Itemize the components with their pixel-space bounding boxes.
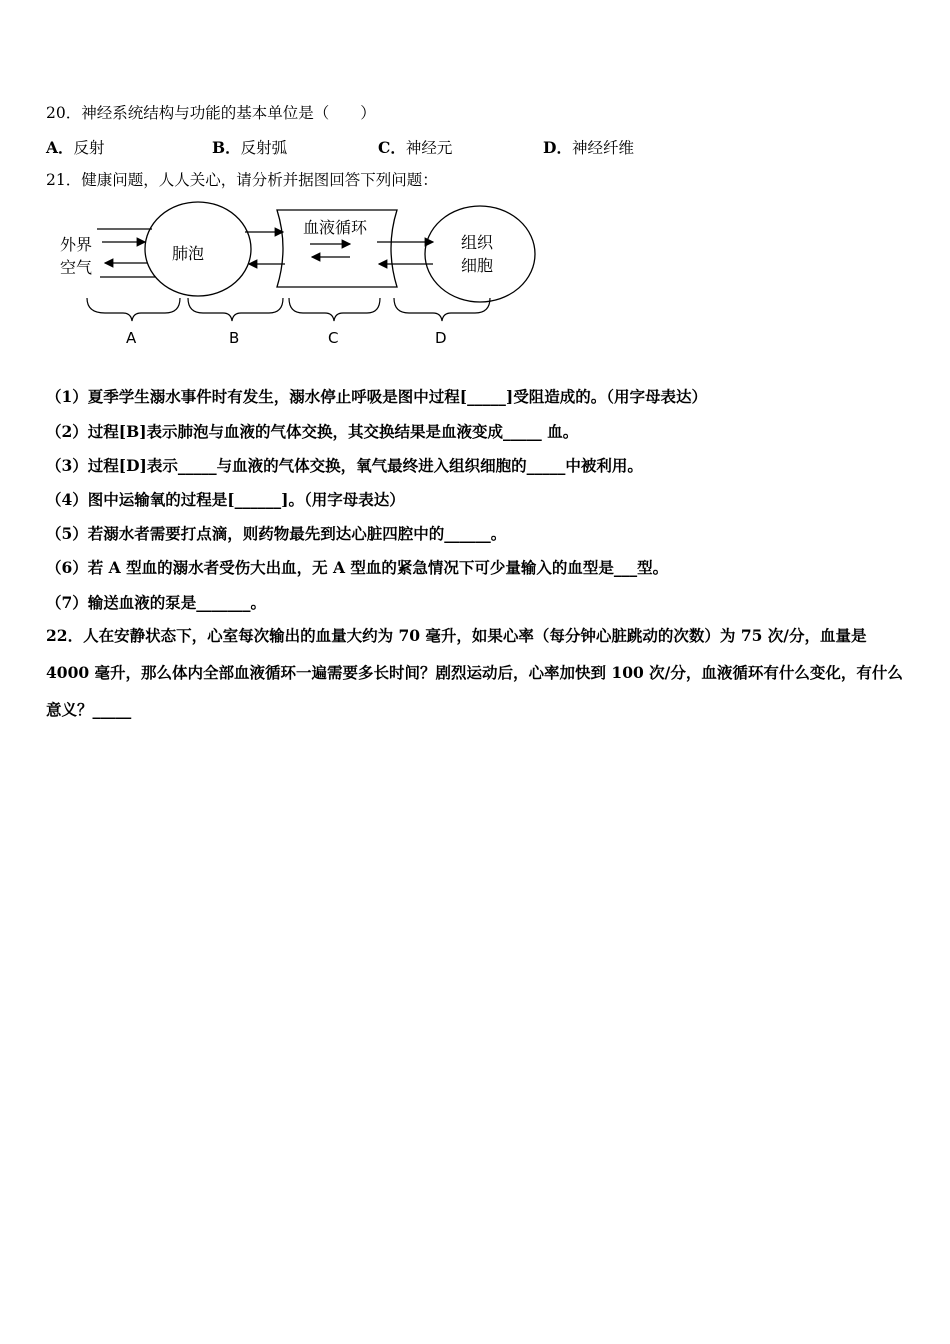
q20-option-c[interactable]: C．神经元 — [378, 138, 453, 157]
label-c: C — [328, 329, 339, 347]
respiration-circulation-diagram — [55, 195, 555, 350]
question-22-text: 22．人在安静状态下，心室每次输出的血量大约为 70 毫升，如果心率（每分钟心脏跳动的次数）为 75 次/分，血量是 4000 毫升，那么体内全部血液循环一遍需要多长时间？剧烈运动后，心率加快到 100 次/分，血液循环有什么变化，有什么意义？_____ — [46, 626, 903, 719]
alveolus-label: 肺泡 — [172, 244, 205, 263]
question-21-stem: 21．健康问题，人人关心，请分析并据图回答下列问题： — [46, 171, 438, 189]
outside-air-label-1: 外界 — [60, 235, 93, 254]
q21-part-7: （7）输送血液的泵是_______。 — [46, 593, 267, 612]
label-d: D — [435, 329, 447, 347]
q21-part-1: （1）夏季学生溺水事件时有发生，溺水停止呼吸是图中过程[_____]受阻造成的。（用字母表达） — [46, 387, 707, 406]
q20-option-d[interactable]: D．神经纤维 — [543, 138, 634, 157]
label-b: B — [229, 329, 240, 347]
label-a: A — [126, 329, 137, 347]
q20-option-b[interactable]: B．反射弧 — [212, 138, 288, 157]
tissue-cell-label-2: 细胞 — [461, 256, 494, 275]
tissue-cell-circle — [425, 206, 535, 302]
blood-circulation-label: 血液循环 — [303, 218, 368, 237]
q21-part-3: （3）过程[D]表示_____与血液的气体交换，氧气最终进入组织细胞的_____中被利用。 — [46, 456, 643, 475]
outside-air-label-2: 空气 — [60, 258, 93, 277]
q21-part-2: （2）过程[B]表示肺泡与血液的气体交换，其交换结果是血液变成_____ 血。 — [46, 422, 579, 441]
tissue-cell-label-1: 组织 — [461, 233, 494, 252]
q20-option-a[interactable]: A．反射 — [46, 138, 105, 157]
question-20-stem: 20．神经系统结构与功能的基本单位是（ ） — [46, 104, 376, 122]
brace-a — [87, 298, 180, 321]
q21-part-4: （4）图中运输氧的过程是[______]。（用字母表达） — [46, 490, 405, 509]
brace-b — [188, 298, 283, 321]
q21-part-6: （6）若 A 型血的溺水者受伤大出血，无 A 型血的紧急情况下可少量输入的血型是___型。 — [46, 558, 669, 577]
brace-c — [289, 298, 380, 321]
q21-part-5: （5）若溺水者需要打点滴，则药物最先到达心脏四腔中的______。 — [46, 524, 507, 543]
